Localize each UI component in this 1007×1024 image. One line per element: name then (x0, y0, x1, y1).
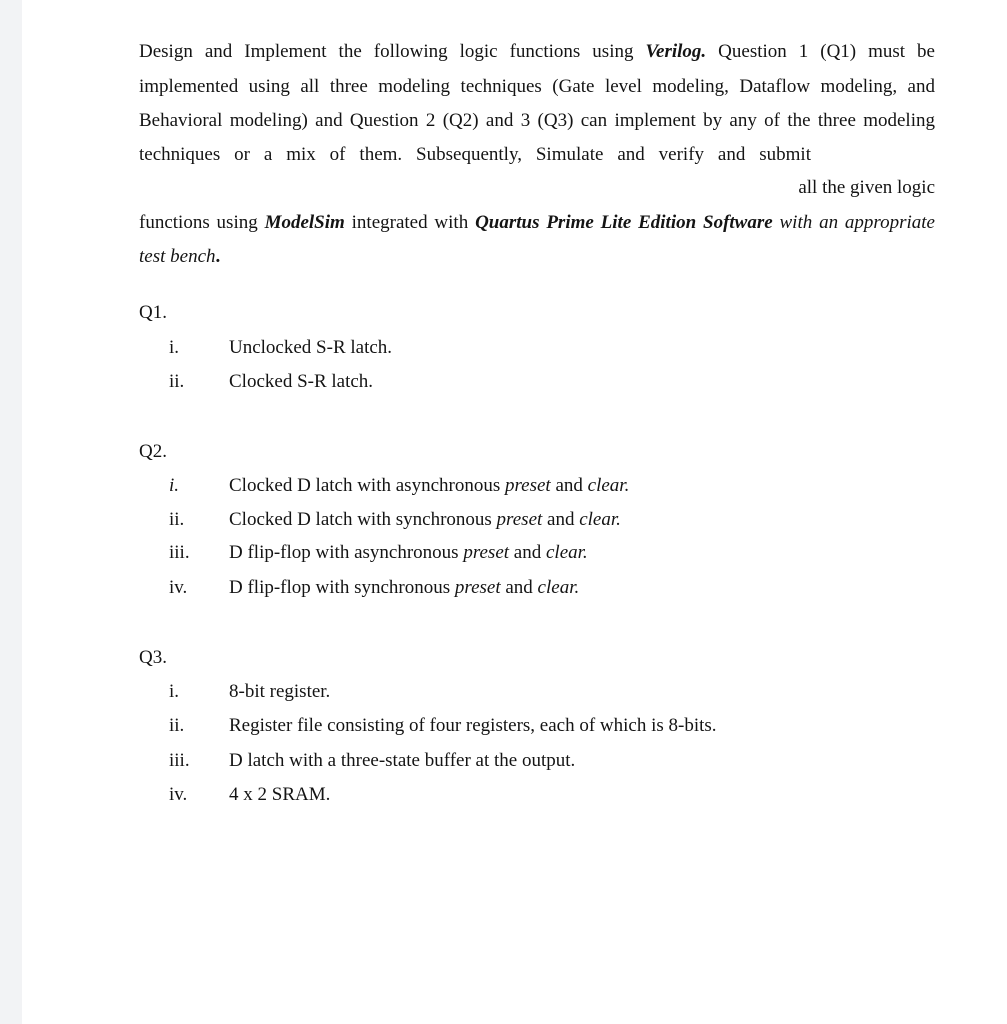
item-text: 8-bit register. (229, 681, 331, 702)
item-number: ii. (169, 715, 185, 736)
item-number: iii. (169, 750, 190, 771)
item-number: i. (169, 337, 180, 358)
intro-text-italic: with an appropriate (772, 212, 935, 233)
left-gutter (0, 0, 22, 1024)
item-text: Register file consisting of four registers, each of which is 8-bits. (229, 715, 717, 736)
q3-item-2 (169, 711, 717, 741)
item-number: i. (169, 475, 180, 496)
item-number: i. (169, 681, 180, 702)
q1-item-2 (169, 367, 373, 397)
item-text: D latch with a three-state buffer at the output. (229, 750, 576, 771)
q2-heading: Q2. (139, 441, 167, 462)
intro-line-1 (139, 35, 935, 69)
intro-text: Question 1 (Q1) must be (706, 41, 935, 62)
q3-heading: Q3. (139, 647, 167, 668)
intro-line-5: all the given logic (798, 177, 935, 198)
clear-term: clear. (545, 542, 588, 563)
item-text-plain: D flip-flop with synchronous (229, 577, 455, 598)
intro-text: Design and Implement the following logic functions using (139, 41, 646, 62)
q2-item-2 (169, 505, 621, 535)
item-text: Clocked S-R latch. (229, 371, 374, 392)
item-text-plain: Clocked D latch with synchronous (229, 509, 497, 530)
preset-term: preset (496, 509, 543, 530)
q1-item-1 (169, 333, 392, 363)
item-text (229, 538, 588, 568)
clear-term: clear. (579, 509, 621, 530)
q1-heading: Q1. (139, 302, 167, 323)
intro-line-4: techniques or a mix of them. Subsequently, Simulate and verify and submit (139, 144, 811, 165)
q2-item-1 (169, 471, 629, 501)
q3-item-3 (169, 746, 575, 776)
item-number: iv. (169, 577, 188, 598)
item-text (229, 505, 621, 535)
item-text-plain: Clocked D latch with asynchronous (229, 475, 505, 496)
preset-term: preset (504, 475, 551, 496)
test-bench-term: test bench (139, 246, 216, 267)
item-text-plain: and (509, 542, 546, 563)
intro-line-3: Behavioral modeling) and Question 2 (Q2) and 3 (Q3) can implement by any of the three modeling (139, 110, 935, 131)
intro-text: integrated with (344, 212, 476, 233)
item-number: ii. (169, 371, 185, 392)
verilog-term: Verilog. (645, 41, 707, 62)
item-number: iv. (169, 784, 188, 805)
item-number: iii. (169, 542, 190, 563)
intro-period: . (215, 246, 221, 267)
preset-term: preset (454, 577, 501, 598)
clear-term: clear. (587, 475, 630, 496)
item-text: Unclocked S-R latch. (229, 337, 393, 358)
q2-item-4 (169, 573, 579, 603)
item-text-plain: and (542, 509, 580, 530)
item-text-plain: D flip-flop with asynchronous (229, 542, 464, 563)
intro-text: functions using (139, 212, 265, 233)
item-number: ii. (169, 509, 185, 530)
intro-line-6 (139, 206, 935, 240)
preset-term: preset (463, 542, 510, 563)
item-text-plain: and (500, 577, 538, 598)
modelsim-term: ModelSim (264, 212, 345, 233)
item-text: 4 x 2 SRAM. (229, 784, 331, 805)
intro-line-2: implemented using all three modeling techniques (Gate level modeling, Dataflow modeling, and (139, 76, 935, 97)
item-text (229, 471, 629, 501)
item-text (229, 573, 579, 603)
intro-line-7 (139, 240, 935, 274)
q2-item-3 (169, 538, 588, 568)
clear-term: clear. (537, 577, 580, 598)
q3-item-1 (169, 677, 330, 707)
document-page (22, 0, 1007, 1024)
quartus-term: Quartus Prime Lite Edition Software (475, 212, 773, 233)
q3-item-4 (169, 780, 330, 810)
item-text-plain: and (550, 475, 588, 496)
